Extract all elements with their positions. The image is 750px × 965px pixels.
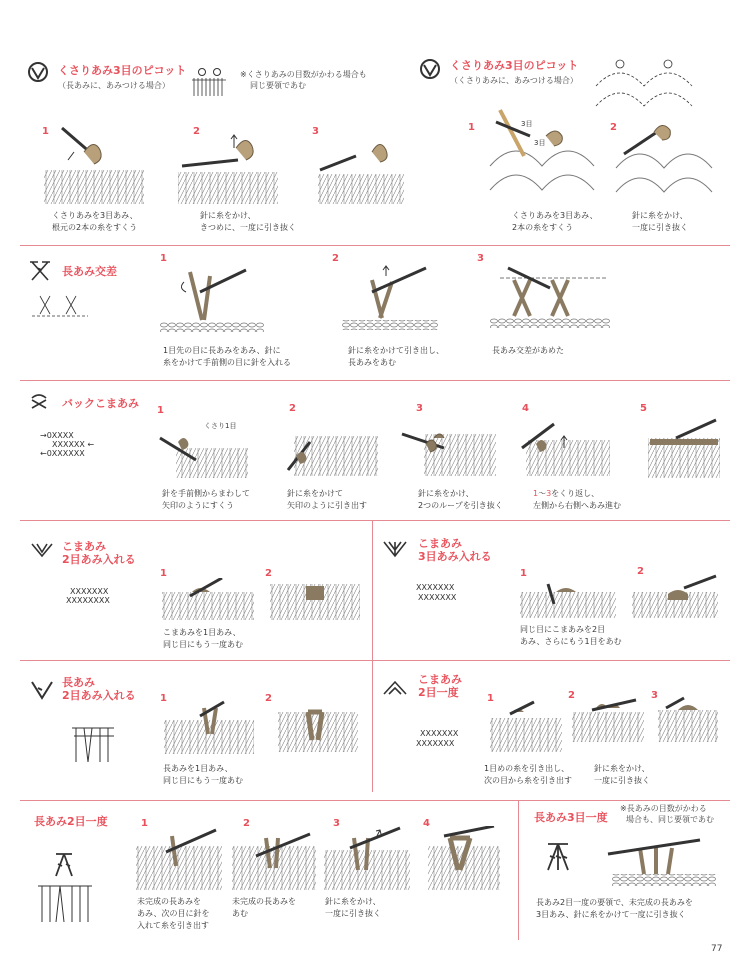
sc-dec-step-3-num: 3 [651,690,658,701]
back-sc-symbol-icon [28,392,50,412]
dc-dec3-illustration [604,834,718,890]
sc-inc3-title-1: こまあみ [418,537,462,550]
dc-dec3-caption-1: 長あみ2目一度の要領で、未完成の長あみを [536,898,693,907]
sc-inc-step-2-num: 2 [265,568,272,579]
picot-symbol-icon [26,60,50,84]
dc-cross-step-2-caption-1: 針に糸をかけて引き出し、 [348,346,444,355]
dc-cross-step-1-num: 1 [160,253,167,264]
picot-close-step-2-num: 2 [193,126,200,137]
sc-inc-step-2-illustration [270,578,364,622]
dc-inc-title-2: 2目あみ入れる [62,689,136,702]
dc-dec2-step-2-caption-1: 未完成の長あみを [232,897,296,906]
back-sc-step-1-caption-1: 針を手前側からまわして [162,489,250,498]
sc-inc3-mini-diagram [414,582,478,604]
picot-chain-step-1-caption-2: 2本の糸をすくう [512,223,574,232]
sc-inc3-step-1-caption-2: あみ、さらにもう1目をあむ [520,637,622,646]
picot-close-note-1: ※くさりあみの目数がかわる場合も [240,70,367,79]
svg-text:XXXXXXX: XXXXXXX [420,729,459,738]
picot-close-step-3-illustration [318,130,408,206]
dc-cross-step-1-caption-2: 糸をかけて手前側の目に針を入れる [163,358,291,367]
picot-chain-step-2-caption-2: 一度に引き抜く [632,223,688,232]
sc-dec-step-1-num: 1 [487,693,494,704]
divider-3 [20,520,730,521]
picot-chain-title: くさりあみ3目のピコット [450,59,579,72]
picot-close-note-2: 同じ要領であむ [250,81,306,90]
back-sc-step-2-illustration [286,420,386,480]
picot-chain-mini-diagram [592,56,702,114]
picot-chain-step-2-caption-1: 針に糸をかけ、 [632,211,688,220]
picot-symbol-icon [418,57,442,81]
dc-inc-step-1-illustration [164,700,260,756]
dc-dec2-step-2-caption-2: あむ [232,909,248,918]
back-sc-step-4-caption-1: 1〜3をくり返し、 [533,489,600,498]
picot-close-step-2-caption-2: きつめに、一度に引き抜く [200,223,296,232]
picot-chain-step-1-illustration [486,106,596,206]
dc-dec2-step-4-illustration [424,826,504,892]
sc-inc-title-1: こまあみ [62,540,106,553]
picot-close-title: くさりあみ3目のピコット [58,64,187,77]
dc-dec2-step-1-caption-3: 入れて糸を引き出す [137,921,209,930]
sc-dec-step-3-illustration [658,696,722,746]
divider-4 [20,660,730,661]
back-sc-step-4-num: 4 [522,403,529,414]
sc-dec-step-2-caption-2: 一度に引き抜く [594,776,650,785]
dc-dec3-note-1: ※長あみの目数がかわる [620,804,707,813]
dc-dec2-step-1-caption-2: あみ、次の目に針を [137,909,210,918]
divider-1 [20,245,730,246]
dc-dec2-step-3-caption-2: 一度に引き抜く [325,909,381,918]
dc-dec2-step-1-illustration [136,826,226,892]
back-sc-step-5-illustration [646,418,726,480]
back-sc-step-1-caption-2: 矢印のようにすくう [162,501,234,510]
dc-cross-step-3-illustration [490,264,614,332]
page-number: 77 [711,944,723,954]
sc-inc-step-1-num: 1 [160,568,167,579]
picot-close-step-2-illustration [176,126,286,206]
dc-inc-step-1-num: 1 [160,693,167,704]
dc-cross-step-2-num: 2 [332,253,339,264]
picot-chain-label-1: 3目 [521,120,533,128]
picot-mini-diagram [190,66,230,98]
dc-dec2-step-3-illustration [324,826,414,892]
sc-dec-step-2-illustration [572,696,648,746]
dc-inc-step-2-illustration [278,706,360,754]
svg-text:XXXXXXX: XXXXXXX [416,583,455,592]
dc-inc-mini-diagram [70,724,118,766]
sc-inc-title-2: 2目あみ入れる [62,553,136,566]
dc-inc-step-1-caption-2: 同じ目にもう一度あむ [163,776,243,785]
sc-dec-title-2: 2目一度 [418,686,459,699]
dc-dec2-step-3-num: 3 [333,818,340,829]
picot-chain-step-2-num: 2 [610,122,617,133]
back-sc-step-5-num: 5 [640,403,647,414]
sc-inc-step-1-caption-1: こまあみを1目あみ、 [163,628,241,637]
sc-inc-step-1-illustration [162,578,258,622]
back-sc-step-1-num: 1 [157,405,164,416]
dc-inc-step-1-caption-1: 長あみを1目あみ、 [163,764,233,773]
sc-inc-step-1-caption-2: 同じ目にもう一度あむ [163,640,243,649]
sc-dec-mini-diagram [416,728,476,750]
back-sc-step-2-caption-2: 矢印のように引き出す [287,501,367,510]
sc-inc3-title-2: 3目あみ入れる [418,550,492,563]
picot-close-step-2-caption-1: 針に糸をかけ、 [200,211,256,220]
back-sc-step-4-caption-2: 左側から右側へあみ進む [533,501,621,510]
dc-dec3-title: 長あみ3目一度 [534,811,608,824]
dc-cross-step-3-num: 3 [477,253,484,264]
sc-inc-symbol-icon [30,540,54,560]
dc-cross-step-2-illustration [342,262,442,336]
dc-dec2-step-1-caption-1: 未完成の長あみを [137,897,201,906]
dc-dec2-step-2-num: 2 [243,818,250,829]
picot-close-step-3-num: 3 [312,126,319,137]
back-sc-step-4-illustration [520,418,614,480]
picot-chain-step-1-num: 1 [468,122,475,133]
dc-dec3-note-2: 場合も、同じ要領であむ [626,815,714,824]
picot-chain-step-2-illustration [614,116,718,206]
sc-dec-symbol-icon [382,678,408,698]
sc-inc3-step-2-num: 2 [637,566,644,577]
picot-close-subtitle: （長あみに、あみつける場合） [58,81,170,90]
dc-dec2-step-3-caption-1: 針に糸をかけ、 [325,897,381,906]
dc-dec2-step-4-num: 4 [423,818,430,829]
back-sc-title: バックこまあみ [62,397,139,410]
picot-close-step-1-num: 1 [42,126,49,137]
divider-vertical-mid [372,520,373,792]
dc-dec3-caption-2: 3目あみ、針に糸をかけて一度に引き抜く [536,910,686,919]
sc-dec-step-1-caption-1: 1目めの糸を引き出し、 [484,764,570,773]
dc-cross-step-1-illustration [160,262,270,336]
dc-cross-symbol-icon [28,258,52,282]
dc-cross-step-1-caption-1: 1目先の目に長あみをあみ、針に [163,346,281,355]
picot-close-step-1-caption-1: くさりあみを3目あみ、 [52,211,138,220]
back-sc-step-3-illustration [400,418,500,480]
sc-inc3-step-1-num: 1 [520,568,527,579]
dc-cross-title: 長あみ交差 [62,265,117,278]
divider-5 [20,800,730,801]
back-sc-step-3-caption-2: 2つのループを引き抜く [418,501,503,510]
dc-dec3-symbol-icon [544,842,572,872]
sc-dec-title-1: こまあみ [418,673,462,686]
svg-text:→0XXXX: →0XXXX [40,431,74,440]
divider-2 [20,380,730,381]
back-sc-step-2-caption-1: 針に糸をかけて [287,489,343,498]
dc-dec2-symbol-icon [52,852,76,878]
dc-dec2-step-2-illustration [232,826,320,892]
svg-text:XXXXXXXX: XXXXXXXX [66,596,110,605]
picot-close-step-1-illustration [44,122,154,206]
sc-dec-step-2-num: 2 [568,690,575,701]
back-sc-step-2-num: 2 [289,403,296,414]
sc-dec-step-1-caption-2: 次の目から糸を引き出す [484,776,572,785]
back-sc-step-3-num: 3 [416,403,423,414]
back-sc-mini-diagram [40,430,110,460]
svg-text:XXXXXXX: XXXXXXX [70,587,109,596]
picot-chain-label-2: 3目 [534,139,546,147]
sc-inc3-step-2-illustration [632,574,722,620]
sc-inc3-step-1-caption-1: 同じ目にこまあみを2目 [520,625,606,634]
dc-inc-title-1: 長あみ [62,676,95,689]
dc-dec2-mini-diagram [36,882,94,926]
picot-chain-step-1-caption-1: くさりあみを3目あみ、 [512,211,598,220]
back-sc-step-3-caption-1: 針に糸をかけ、 [418,489,474,498]
sc-inc3-symbol-icon [382,538,408,560]
sc-inc3-step-1-illustration [520,574,618,620]
sc-dec-step-1-illustration [490,700,564,756]
dc-inc-symbol-icon [30,678,54,700]
sc-inc-mini-diagram [66,586,130,606]
divider-vertical-bottom [518,800,519,940]
svg-text:XXXXXX ←: XXXXXX ← [52,440,95,449]
dc-cross-step-2-caption-2: 長あみをあむ [348,358,396,367]
svg-text:←0XXXXXX: ←0XXXXXX [40,449,85,458]
picot-chain-subtitle: （くさりあみに、あみつける場合） [450,76,578,85]
picot-close-step-1-caption-2: 根元の2本の糸をすくう [52,223,138,232]
dc-dec2-step-1-num: 1 [141,818,148,829]
back-sc-arrow-label: くさり1目 [204,422,237,430]
dc-cross-step-3-caption-1: 長あみ交差があめた [492,346,564,355]
sc-dec-step-2-caption-1: 針に糸をかけ、 [594,764,650,773]
dc-dec2-title: 長あみ2目一度 [34,815,108,828]
svg-text:XXXXXXX: XXXXXXX [416,739,455,748]
dc-inc-step-2-num: 2 [265,693,272,704]
dc-cross-mini-diagram [32,294,88,322]
svg-text:XXXXXXX: XXXXXXX [418,593,457,602]
